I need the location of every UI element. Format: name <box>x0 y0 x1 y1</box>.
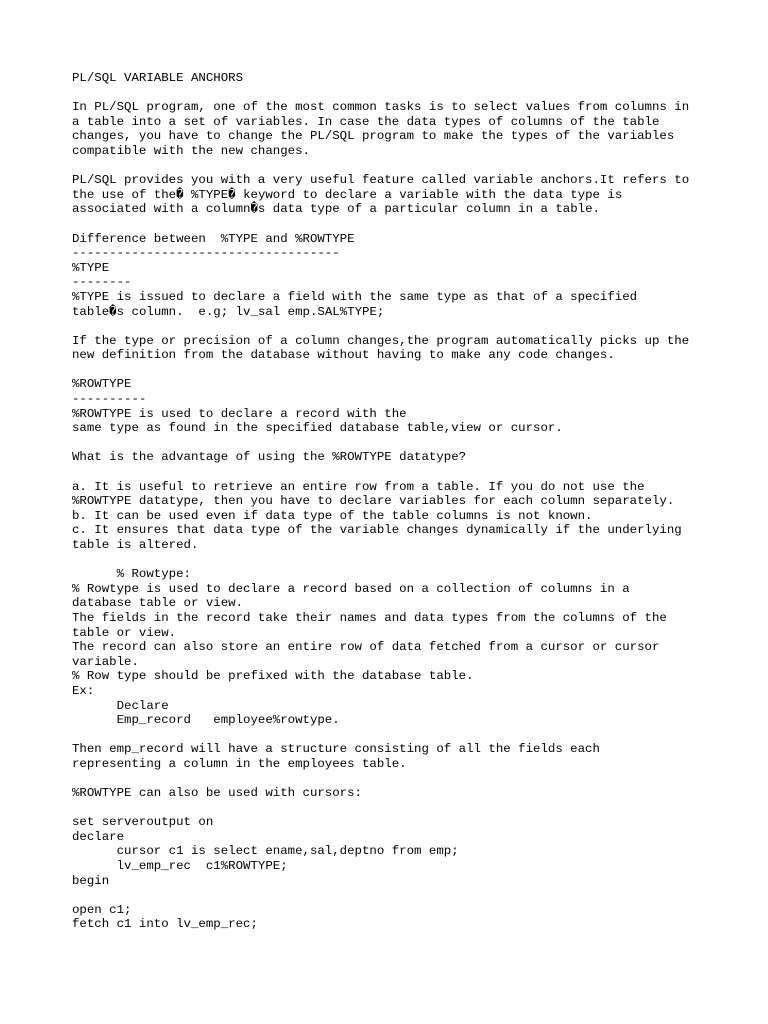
text-line: PL/SQL provides you with a very useful feature called variable anchors.It refers to <box>72 173 690 188</box>
text-line: If the type or precision of a column changes,the program automatically picks up the <box>72 333 690 348</box>
list-item: table is altered. <box>72 538 199 552</box>
text-line: % Rowtype is used to declare a record based on a collection of columns in a <box>72 581 630 596</box>
code-line: open c1; <box>72 902 132 917</box>
text-line <box>72 801 762 816</box>
code-line: fetch c1 into lv_emp_rec; <box>72 917 258 932</box>
text-line <box>72 159 762 174</box>
text-line: The fields in the record take their names and data types from the columns of the <box>72 610 667 625</box>
text-line: table�s column. e.g; lv_sal emp.SAL%TYPE; <box>72 304 385 319</box>
text-line <box>72 363 762 378</box>
rule-line: -------- <box>72 275 132 290</box>
text-line: %TYPE is issued to declare a field with the same type as that of a specified <box>72 289 638 304</box>
text-line <box>72 772 762 787</box>
section-heading: Difference between %TYPE and %ROWTYPE <box>72 231 355 246</box>
text-line <box>72 86 762 101</box>
rule-line: ---------- <box>72 392 147 407</box>
text-line: the use of the� %TYPE� keyword to declare a variable with the data type is <box>72 187 623 202</box>
code-line: Declare <box>72 698 169 713</box>
text-line <box>72 888 762 903</box>
text-line: variable. <box>72 654 139 669</box>
text-line <box>72 728 762 743</box>
text-line: table or view. <box>72 625 177 640</box>
rule-line: ------------------------------------ <box>72 246 340 261</box>
document-body <box>72 71 762 932</box>
section-heading: %ROWTYPE <box>72 377 132 392</box>
text-line <box>72 319 762 334</box>
text-line: a table into a set of variables. In case the data types of columns of the table <box>72 114 660 129</box>
text-line: representing a column in the employees table. <box>72 756 407 771</box>
text-line: Ex: <box>72 683 95 698</box>
text-line: Then emp_record will have a structure consisting of all the fields each <box>72 742 600 757</box>
code-line: lv_emp_rec c1%ROWTYPE; <box>72 859 288 874</box>
text-line: changes, you have to change the PL/SQL program to make the types of the variables <box>72 129 675 144</box>
list-item: %ROWTYPE datatype, then you have to declare variables for each column separately. <box>72 494 675 509</box>
code-line: declare <box>72 829 125 844</box>
code-line: begin <box>72 873 110 888</box>
code-line: Emp_record employee%rowtype. <box>72 713 340 728</box>
document-title: PL/SQL VARIABLE ANCHORS <box>72 71 244 85</box>
text-line: The record can also store an entire row of data fetched from a cursor or cursor <box>72 640 660 655</box>
section-heading: %TYPE <box>72 260 110 275</box>
list-item: c. It ensures that data type of the variable changes dynamically if the underlying <box>72 523 682 538</box>
text-line: new definition from the database without having to make any code changes. <box>72 348 615 363</box>
section-heading: % Rowtype: <box>72 567 191 582</box>
text-line <box>72 217 762 232</box>
text-line: %ROWTYPE is used to declare a record with the <box>72 406 407 421</box>
text-line: In PL/SQL program, one of the most common tasks is to select values from columns in <box>72 100 690 115</box>
text-line: % Row type should be prefixed with the database table. <box>72 669 474 684</box>
text-line <box>72 436 762 451</box>
code-line: cursor c1 is select ename,sal,deptno from emp; <box>72 844 459 859</box>
text-line: %ROWTYPE can also be used with cursors: <box>72 786 362 801</box>
text-line: associated with a column�s data type of a particular column in a table. <box>72 202 600 217</box>
text-line <box>72 465 762 480</box>
list-item: a. It is useful to retrieve an entire row from a table. If you do not use the <box>72 479 645 494</box>
text-line: database table or view. <box>72 596 244 611</box>
text-line: same type as found in the specified database table,view or cursor. <box>72 421 563 436</box>
question-line: What is the advantage of using the %ROWTYPE datatype? <box>72 450 467 465</box>
text-line: compatible with the new changes. <box>72 143 310 158</box>
code-line: set serveroutput on <box>72 815 214 830</box>
text-line <box>72 553 762 568</box>
list-item: b. It can be used even if data type of the table columns is not known. <box>72 508 593 523</box>
